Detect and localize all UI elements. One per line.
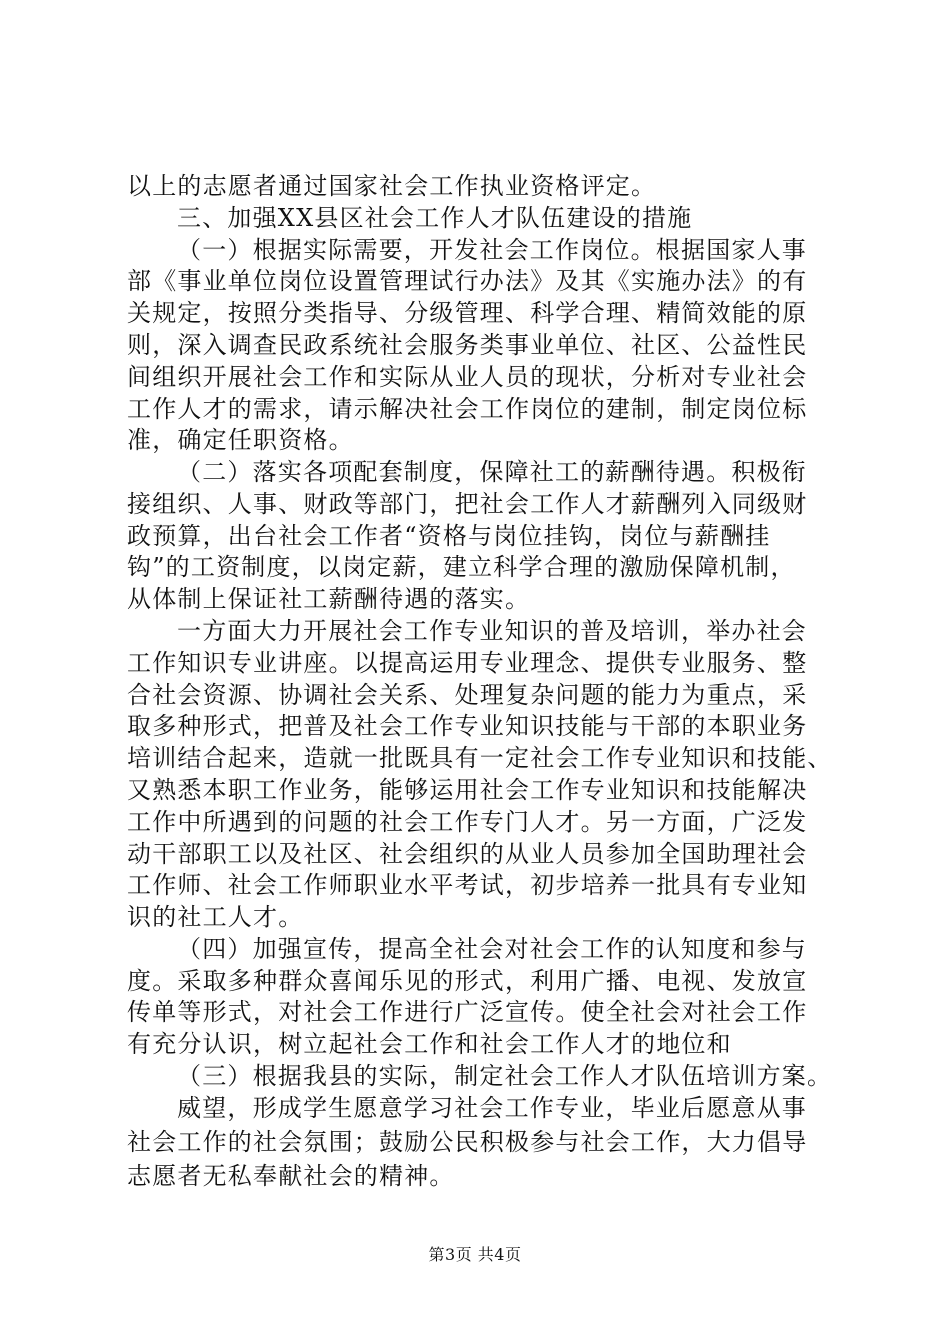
text-line: （一）根据实际需要，开发社会工作岗位。根据国家人事 bbox=[177, 236, 807, 264]
text-line: 工作人才的需求，请示解决社会工作岗位的建制，制定岗位标 bbox=[127, 395, 808, 423]
text-line: （四）加强宣传，提高全社会对社会工作的认知度和参与 bbox=[177, 935, 807, 963]
text-line: 关规定，按照分类指导、分级管理、科学合理、精简效能的原 bbox=[127, 299, 808, 327]
text-line: 则，深入调查民政系统社会服务类事业单位、社区、公益性民 bbox=[127, 331, 808, 359]
text-line: 政预算，出台社会工作者“资格与岗位挂钩，岗位与薪酬挂 bbox=[127, 522, 771, 550]
text-line: 接组织、人事、财政等部门，把社会工作人才薪酬列入同级财 bbox=[127, 490, 808, 518]
text-line: 志愿者无私奉献社会的精神。 bbox=[127, 1162, 455, 1190]
text-line: 合社会资源、协调社会关系、处理复杂问题的能力为重点，采 bbox=[127, 681, 808, 709]
section-heading: 三、加强XX县区社会工作人才队伍建设的措施 bbox=[177, 204, 693, 232]
text-line: 度。采取多种群众喜闻乐见的形式，利用广播、电视、发放宣 bbox=[127, 967, 808, 995]
text-line: 间组织开展社会工作和实际从业人员的现状，分析对专业社会 bbox=[127, 363, 808, 391]
text-line: 取多种形式，把普及社会工作专业知识技能与干部的本职业务 bbox=[127, 712, 808, 740]
text-line: 威望，形成学生愿意学习社会工作专业，毕业后愿意从事 bbox=[177, 1094, 807, 1122]
text-line: 培训结合起来，造就一批既具有一定社会工作专业知识和技能、 bbox=[127, 744, 833, 772]
text-line: 又熟悉本职工作业务，能够运用社会工作专业知识和技能解决 bbox=[127, 776, 808, 804]
text-line: 有充分认识，树立起社会工作和社会工作人才的地位和 bbox=[127, 1030, 732, 1058]
text-line: 识的社工人才。 bbox=[127, 903, 304, 931]
text-line: （二）落实各项配套制度，保障社工的薪酬待遇。积极衔 bbox=[177, 458, 807, 486]
text-line: 一方面大力开展社会工作专业知识的普及培训，举办社会 bbox=[177, 617, 807, 645]
text-line: 钩”的工资制度，以岗定薪，建立科学合理的激励保障机制， bbox=[127, 553, 796, 581]
text-line: 工作师、社会工作师职业水平考试，初步培养一批具有专业知 bbox=[127, 871, 808, 899]
text-line: 部《事业单位岗位设置管理试行办法》及其《实施办法》的有 bbox=[127, 267, 808, 295]
text-line: 以上的志愿者通过国家社会工作执业资格评定。 bbox=[127, 172, 657, 200]
text-line: 工作知识专业讲座。以提高运用专业理念、提供专业服务、整 bbox=[127, 649, 808, 677]
text-line: 从体制上保证社工薪酬待遇的落实。 bbox=[127, 585, 531, 613]
text-line: （三）根据我县的实际，制定社会工作人才队伍培训方案。 bbox=[177, 1062, 833, 1090]
text-line: 准，确定任职资格。 bbox=[127, 426, 354, 454]
text-line: 动干部职工以及社区、社会组织的从业人员参加全国助理社会 bbox=[127, 840, 808, 868]
text-line: 社会工作的社会氛围；鼓励公民积极参与社会工作，大力倡导 bbox=[127, 1128, 808, 1156]
text-line: 传单等形式，对社会工作进行广泛宣传。使全社会对社会工作 bbox=[127, 998, 808, 1026]
text-line: 工作中所遇到的问题的社会工作专门人才。另一方面，广泛发 bbox=[127, 808, 808, 836]
page-number-footer: 第3页 共4页 bbox=[428, 1245, 522, 1264]
